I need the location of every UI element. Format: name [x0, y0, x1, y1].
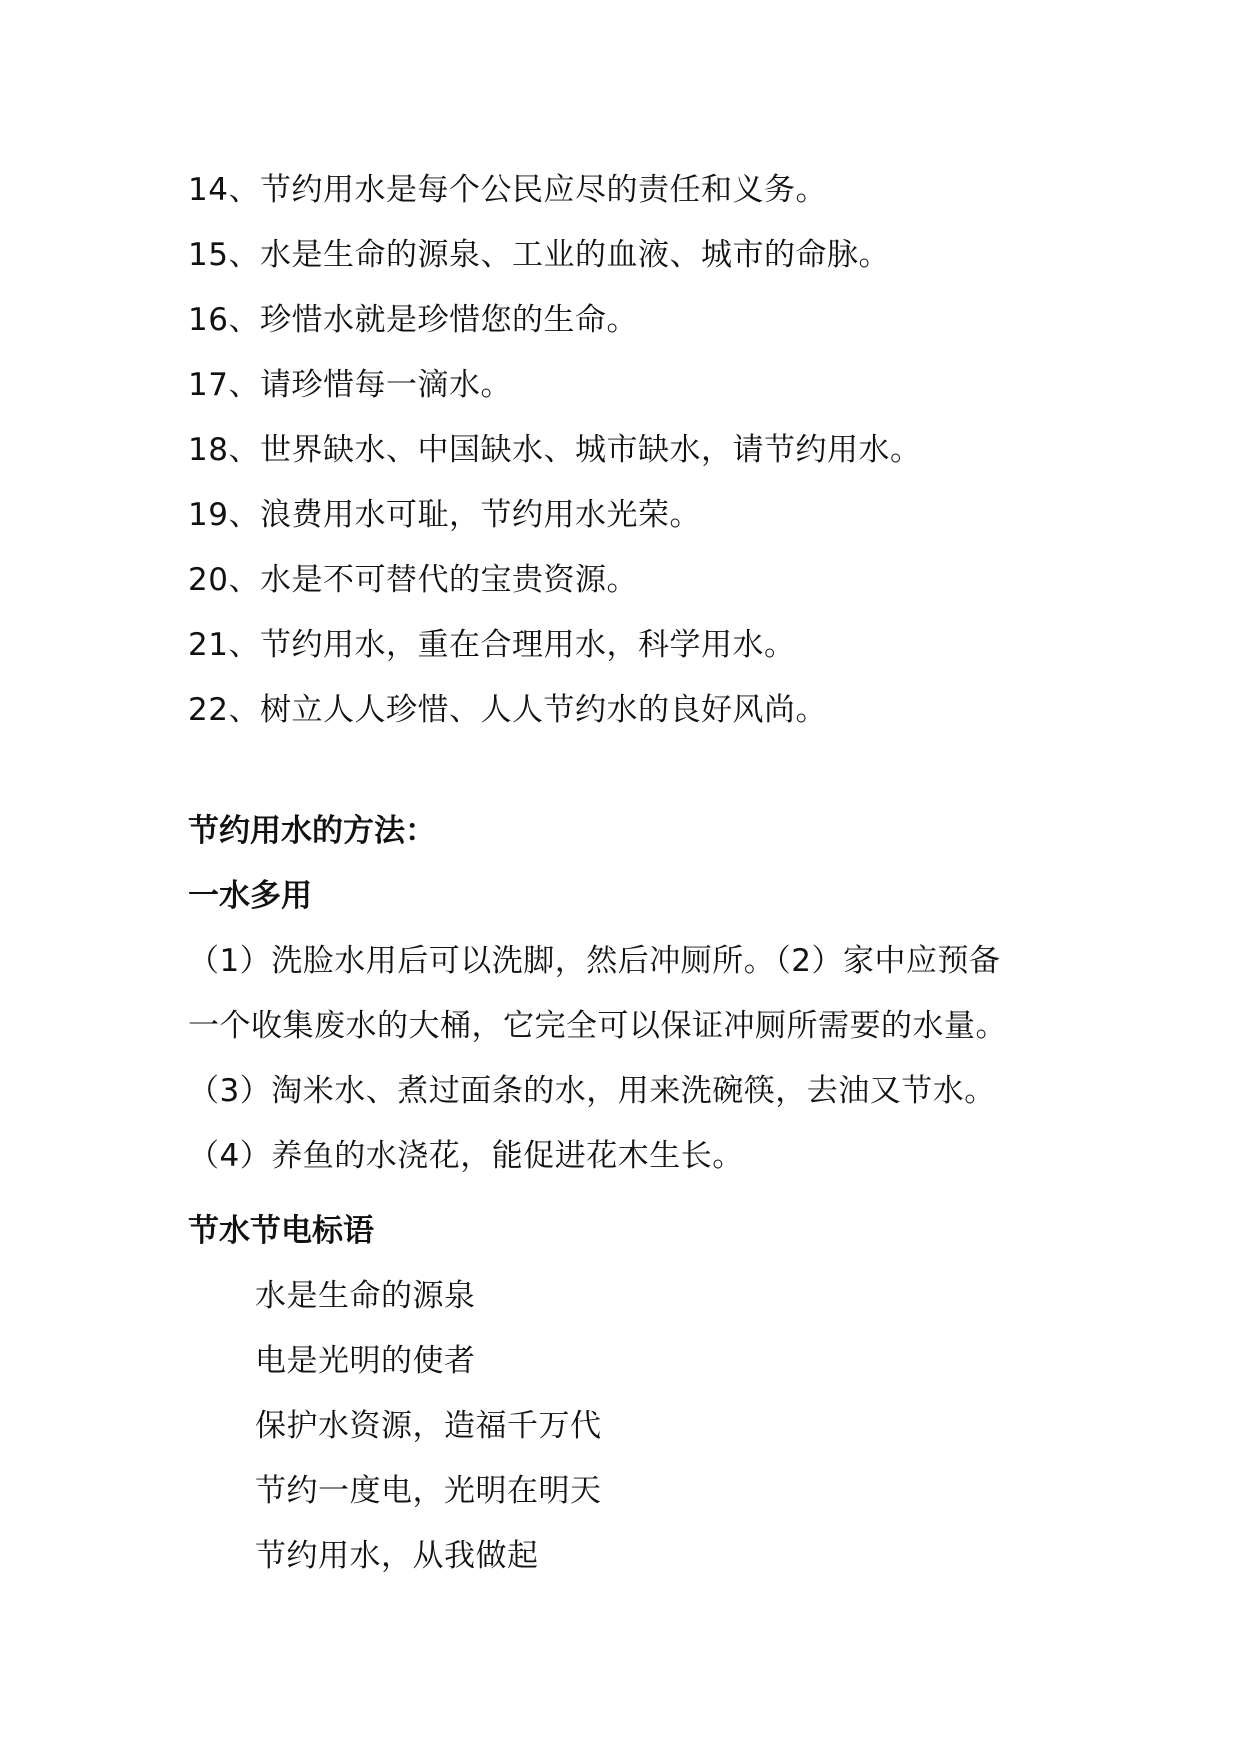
section-spacer [188, 1189, 1068, 1199]
energy-slogan: 节约一度电，光明在明天 [255, 1473, 602, 1509]
methods-line: （3）淘米水、煮过面条的水，用来洗碗筷，去油又节水。 [188, 1073, 996, 1109]
energy-slogan: 节约用水，从我做起 [255, 1538, 539, 1574]
energy-section [188, 1199, 1068, 1589]
slogan-item: 21、节约用水，重在合理用水，科学用水。 [188, 627, 796, 663]
methods-section [188, 799, 1068, 1189]
methods-subheading: 一水多用 [188, 878, 312, 914]
section-spacer [188, 743, 1068, 799]
methods-line: 一个收集废水的大桶，它完全可以保证冲厕所需要的水量。 [188, 1008, 1007, 1044]
slogan-item: 15、水是生命的源泉、工业的血液、城市的命脉。 [188, 237, 890, 273]
slogan-item: 20、水是不可替代的宝贵资源。 [188, 562, 638, 598]
slogan-item: 17、请珍惜每一滴水。 [188, 367, 512, 403]
slogan-item: 19、浪费用水可耻，节约用水光荣。 [188, 497, 701, 533]
methods-line: （1）洗脸水用后可以洗脚，然后冲厕所。（2）家中应预备 [188, 943, 1001, 979]
slogan-item: 14、节约用水是每个公民应尽的责任和义务。 [188, 172, 827, 208]
slogan-list [188, 158, 1068, 743]
slogan-item: 16、珍惜水就是珍惜您的生命。 [188, 302, 638, 338]
energy-slogan: 电是光明的使者 [255, 1343, 476, 1379]
energy-slogan: 保护水资源，造福千万代 [255, 1408, 602, 1444]
methods-heading: 节约用水的方法： [188, 813, 436, 849]
slogan-item: 22、树立人人珍惜、人人节约水的良好风尚。 [188, 692, 827, 728]
energy-slogan: 水是生命的源泉 [255, 1278, 476, 1314]
document-content [188, 158, 1068, 1589]
energy-heading: 节水节电标语 [188, 1213, 374, 1249]
methods-line: （4）养鱼的水浇花，能促进花木生长。 [188, 1138, 744, 1174]
slogan-item: 18、世界缺水、中国缺水、城市缺水，请节约用水。 [188, 432, 922, 468]
